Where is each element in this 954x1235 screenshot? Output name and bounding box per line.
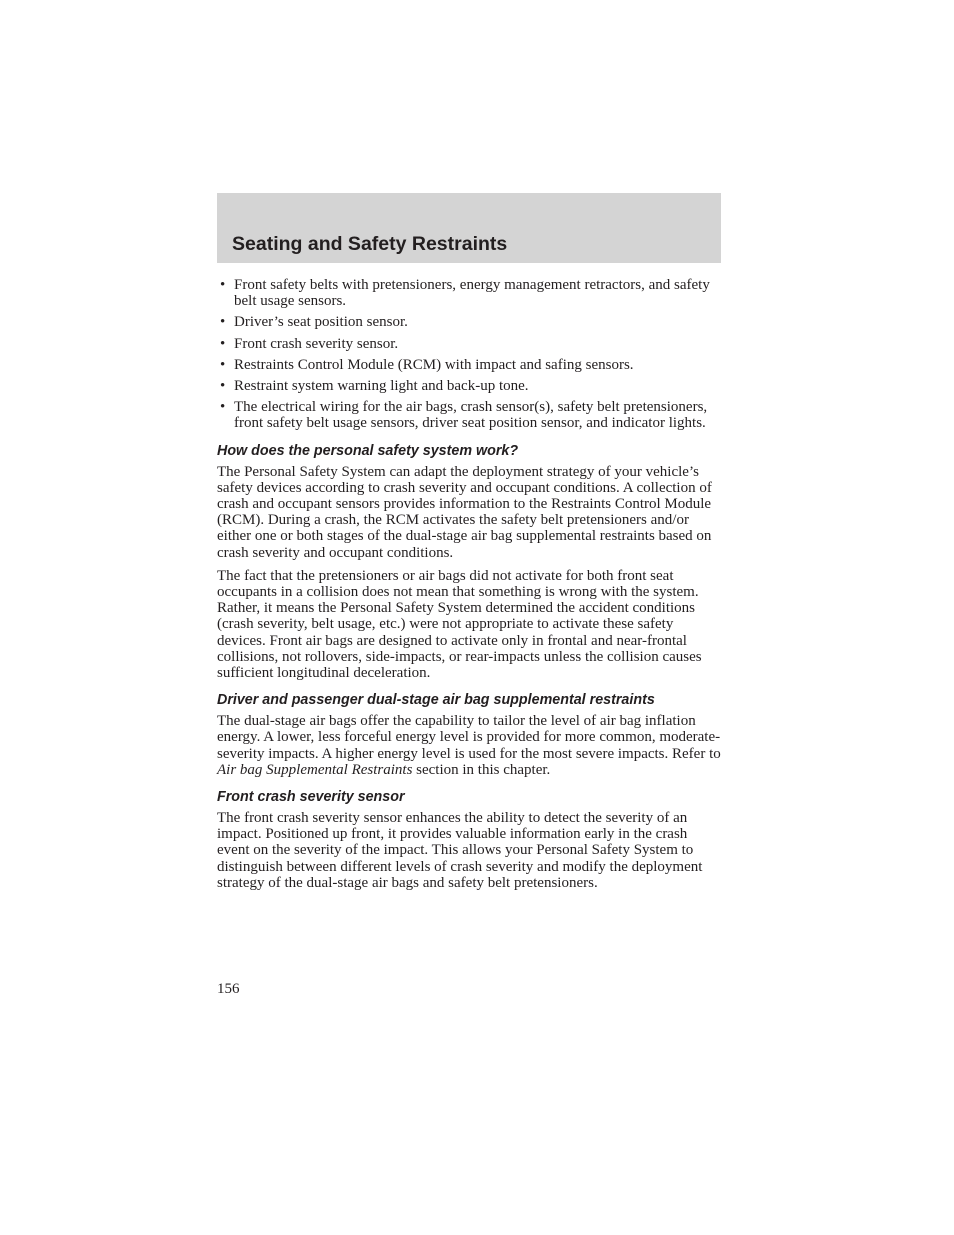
list-item-text: Restraints Control Module (RCM) with impact and safing sensors. <box>234 356 634 373</box>
list-item-text: Front safety belts with pretensioners, energy management retractors, and safety belt usage sensors. <box>234 277 710 310</box>
list-item <box>217 399 721 431</box>
chapter-header-band <box>217 193 721 263</box>
section-heading-how-it-works: How does the personal safety system work? <box>217 442 519 459</box>
bullet-icon: • <box>220 335 226 352</box>
section-heading-dual-stage: Driver and passenger dual-stage air bag supplemental restraints <box>217 692 655 709</box>
section-heading-crash-sensor: Front crash severity sensor <box>217 789 405 806</box>
bullet-icon: • <box>220 277 226 293</box>
list-item <box>217 277 721 309</box>
list-item <box>217 336 721 352</box>
list-item-text: Driver’s seat position sensor. <box>234 314 408 331</box>
list-item-text: Restraint system warning light and back-up tone. <box>234 378 529 395</box>
list-item <box>217 378 721 394</box>
paragraph-text: section in this chapter. <box>412 761 551 778</box>
paragraph: The Personal Safety System can adapt the deployment strategy of your vehicle’s safety devices according to crash severity and occupant conditions. A collection of crash and occupant sensors provides information to the Restraints Control Module (RCM). During a crash, the RCM activates the safety belt pretensioners and/or either one or both stages of the dual-stage air bag supplemental restraints based on crash severity and occupant conditions. <box>217 463 712 561</box>
bullet-icon: • <box>220 314 226 331</box>
paragraph: The front crash severity sensor enhances the ability to detect the severity of an impact. Positioned up front, it provides valuable information early in the crash event on the severity of the impact. This allows your Personal Safety System to distinguish between different levels of crash severity and modify the deployment strategy of the dual-stage air bags and safety belt pretensioners. <box>217 810 703 891</box>
paragraph: The fact that the pretensioners or air bags did not activate for both front seat occupants in a collision does not mean that something is wrong with the system. Rather, it means the Personal Safety System determined the accident conditions (crash severity, belt usage, etc.) were not appropriate to activate these safety devices. Front air bags are designed to activate only in frontal and near-frontal collisions, not rollovers, side-impacts, or rear-impacts unless the collision causes sufficient longitudinal deceleration. <box>217 567 702 682</box>
cross-reference: Air bag Supplemental Restraints <box>217 761 413 778</box>
bullet-icon: • <box>220 378 226 395</box>
paragraph <box>217 713 721 778</box>
component-list <box>217 277 721 432</box>
chapter-title: Seating and Safety Restraints <box>232 233 508 255</box>
list-item <box>217 314 721 330</box>
list-item-text: The electrical wiring for the air bags, crash sensor(s), safety belt pretensioners, front safety belt usage sensors, driver seat position sensor, and indicator lights. <box>234 399 708 432</box>
page-content <box>217 277 721 898</box>
bullet-icon: • <box>220 399 226 416</box>
list-item <box>217 357 721 373</box>
page-number: 156 <box>217 981 240 997</box>
list-item-text: Front crash severity sensor. <box>234 335 399 352</box>
bullet-icon: • <box>220 356 226 373</box>
paragraph-text: The dual-stage air bags offer the capability to tailor the level of air bag inflation energy. A lower, less forceful energy level is provided for more common, moderate-severity impacts. A higher energy level is used for the most severe impacts. Refer to <box>217 713 721 762</box>
